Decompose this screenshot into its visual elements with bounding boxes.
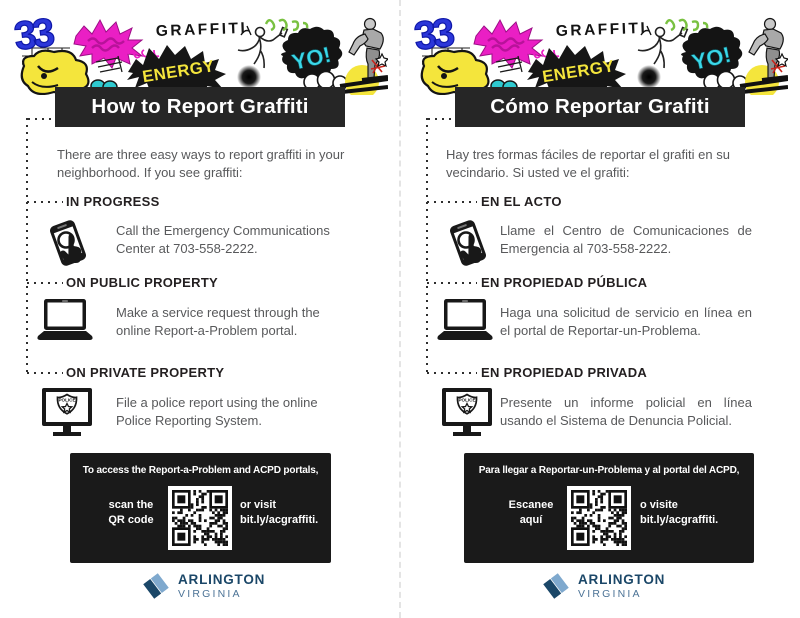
visit-label-line2: bit.ly/acgraffiti. — [240, 514, 319, 526]
qr-code — [567, 486, 631, 550]
police-monitor-icon — [439, 386, 495, 440]
police-monitor-icon — [39, 386, 95, 440]
flyer-card-spanish — [400, 0, 800, 618]
visit-label — [640, 498, 745, 528]
visit-label-line1: o visite — [640, 499, 678, 511]
scan-label-line2: aquí — [519, 514, 543, 526]
page-title — [55, 87, 345, 127]
scan-label — [90, 498, 172, 528]
section-text-private-property: File a police report using the online Police Reporting System. — [116, 395, 318, 428]
portal-info-box — [70, 453, 331, 563]
connector-branch — [27, 372, 63, 374]
intro-text: Hay tres formas fáciles de reportar el grafiti en su vecindario. Si usted ve el grafiti: — [446, 147, 730, 180]
logo-sub: VIRGINIA — [578, 588, 642, 600]
page-title-text: How to Report Graffiti — [91, 95, 309, 118]
laptop-icon — [33, 296, 97, 346]
logo-name: ARLINGTON — [178, 572, 266, 587]
graffiti-banner — [410, 10, 788, 95]
arlington-logo-mark — [542, 572, 570, 600]
portal-info-box — [464, 453, 754, 563]
section-heading-in-progress: EN EL ACTO — [481, 194, 562, 209]
phone-tap-icon — [42, 216, 94, 270]
section-text-in-progress: Llame el Centro de Comunicaciones de Emergencia al 703-558-2222. — [500, 223, 752, 256]
logo-sub: VIRGINIA — [178, 588, 242, 600]
section-heading-public-property: EN PROPIEDAD PÚBLICA — [481, 275, 648, 290]
laptop-icon — [433, 296, 497, 346]
intro-text: There are three easy ways to report graffiti in your neighborhood. If you see graffiti: — [57, 147, 345, 180]
graffiti-banner — [10, 10, 388, 95]
scan-label-line2: QR code — [108, 514, 154, 526]
section-heading-private-property: ON PRIVATE PROPERTY — [66, 365, 225, 380]
connector-branch — [427, 282, 477, 284]
connector-branch-top — [428, 118, 457, 120]
connector-branch — [27, 201, 63, 203]
visit-label-line1: or visit — [240, 499, 277, 511]
arlington-logo-mark — [142, 572, 170, 600]
connector-line — [426, 118, 428, 376]
arlington-logo-text — [578, 572, 665, 600]
connector-line — [26, 118, 28, 376]
arlington-logo — [142, 572, 265, 600]
arlington-logo — [542, 572, 665, 600]
portal-info-headline: To access the Report-a-Problem and ACPD portals, — [82, 464, 319, 476]
page-title-text: Cómo Reportar Grafiti — [490, 95, 710, 118]
section-text-in-progress: Call the Emergency Communications Center at 703-558-2222. — [116, 223, 330, 256]
visit-label — [240, 498, 345, 528]
section-text-private-property: Presente un informe policial en línea usando el Sistema de Denuncia Policial. — [500, 395, 752, 428]
connector-branch — [427, 201, 477, 203]
section-text-public-property: Haga una solicitud de servicio en línea en el portal de Reportar-un-Problema. — [500, 305, 752, 338]
scan-label-line1: Escanee — [508, 499, 554, 511]
section-text-public-property: Make a service request through the online Report-a-Problem portal. — [116, 305, 320, 338]
section-heading-public-property: ON PUBLIC PROPERTY — [66, 275, 219, 290]
connector-branch — [427, 372, 477, 374]
arlington-logo-text — [178, 572, 265, 600]
scan-label-line1: scan the — [108, 499, 154, 511]
section-heading-private-property: EN PROPIEDAD PRIVADA — [481, 365, 648, 380]
section-heading-in-progress: IN PROGRESS — [66, 194, 160, 209]
qr-code — [168, 486, 232, 550]
connector-branch-top — [28, 118, 57, 120]
scan-label — [490, 498, 572, 528]
phone-tap-icon — [442, 216, 494, 270]
logo-name: ARLINGTON — [578, 572, 666, 587]
page-title — [455, 87, 745, 127]
portal-info-headline: Para llegar a Reportar-un-Problema y al portal del ACPD, — [478, 464, 740, 476]
visit-label-line2: bit.ly/acgraffiti. — [640, 514, 719, 526]
connector-branch — [27, 282, 63, 284]
